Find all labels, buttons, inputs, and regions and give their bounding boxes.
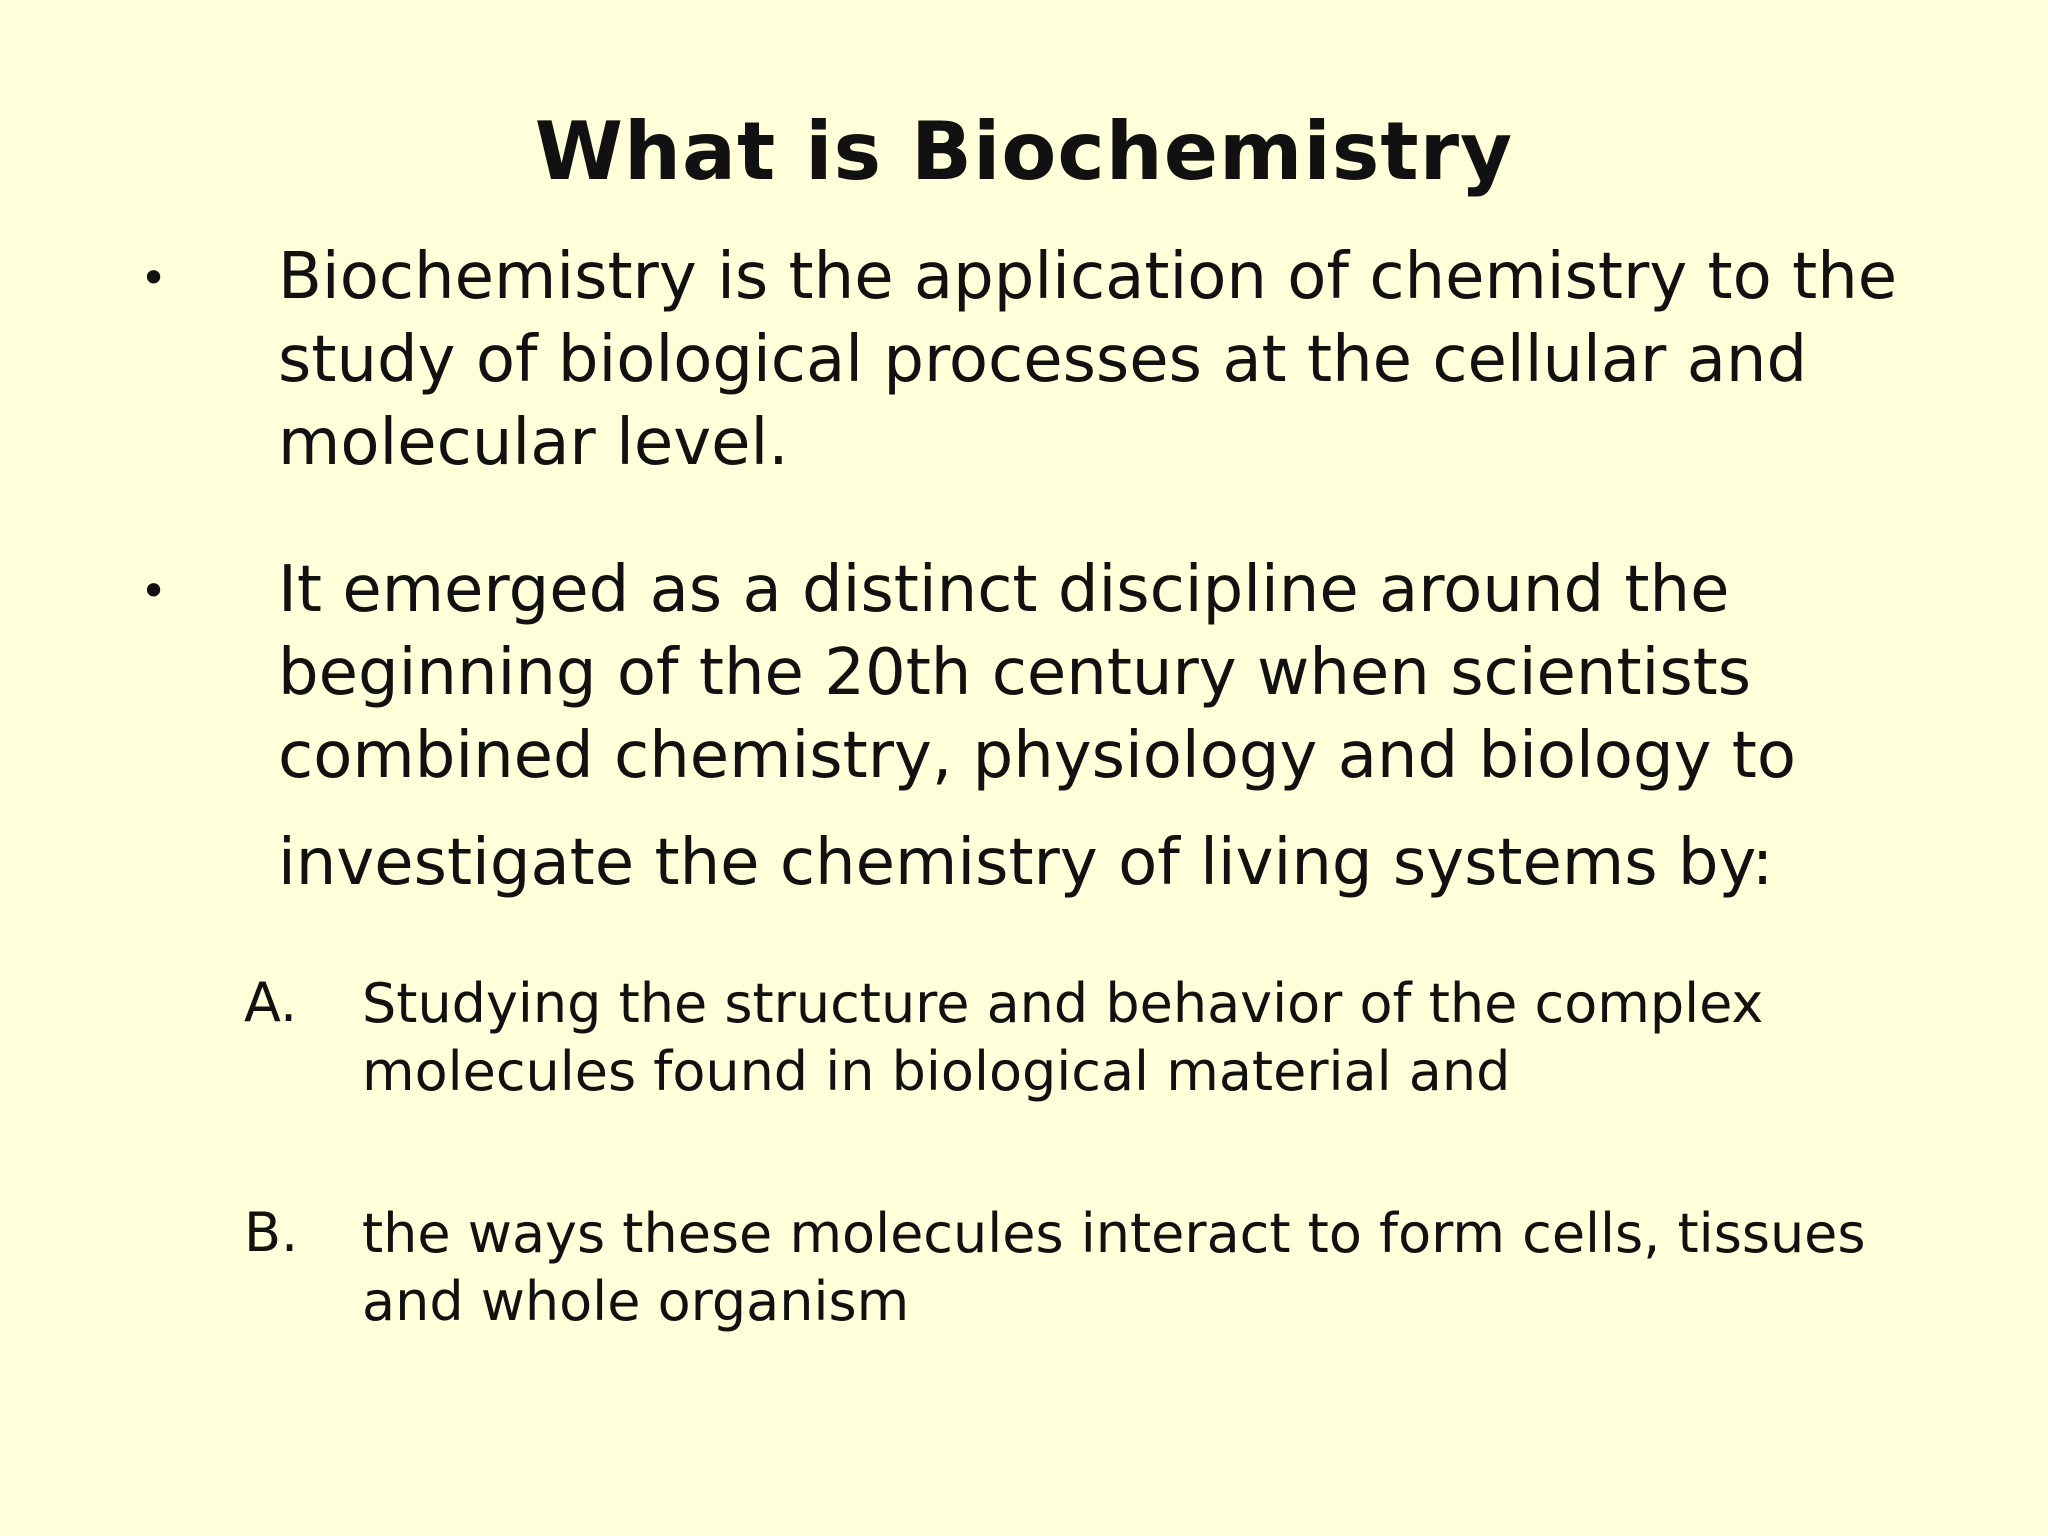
bullet-text-1: Biochemistry is the application of chemistry to the study of biological processes at the cellular and molecular level.: [278, 240, 1898, 480]
bullet-text-2-last-line: investigate the chemistry of living systems by:: [278, 826, 1774, 900]
slide-title: What is Biochemistry: [534, 105, 1514, 198]
sub-item-marker-b: B.: [244, 1201, 299, 1264]
sub-item-text-a: Studying the structure and behavior of the complex molecules found in biological material and: [362, 972, 1764, 1103]
bullet-marker: •: [140, 564, 168, 618]
bullet-text-2: It emerged as a distinct discipline around the beginning of the 20th century when scientists combined chemistry, physiology and biology to: [278, 553, 1797, 793]
bullet-marker: •: [140, 251, 168, 305]
sub-item-marker-a: A.: [244, 971, 298, 1034]
sub-item-text-b: the ways these molecules interact to form cells, tissues and whole organism: [362, 1202, 1866, 1333]
